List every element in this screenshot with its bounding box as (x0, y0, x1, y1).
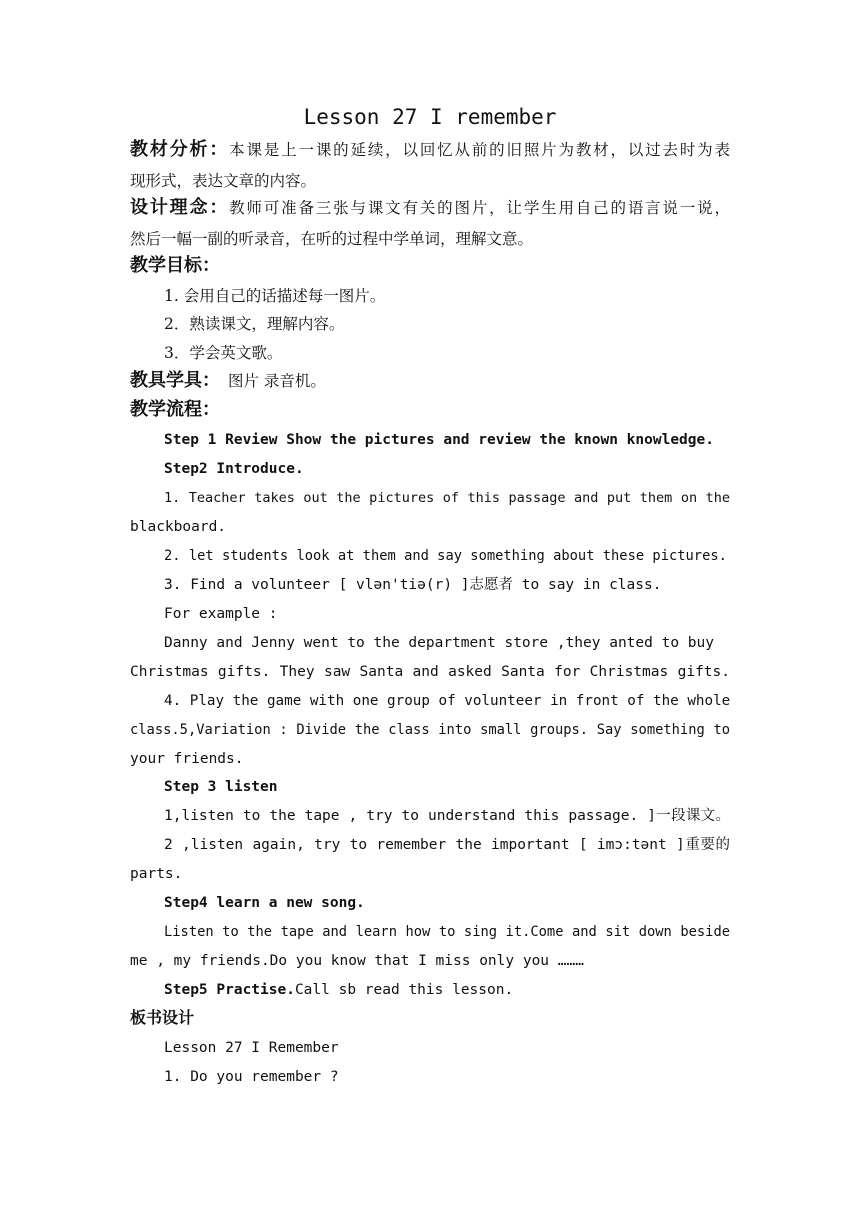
goals-heading: 教学目标： (130, 255, 220, 276)
step2-item-1a: 1. Teacher takes out the pictures of this passage and put them on the (164, 490, 730, 506)
example-line-a: Danny and Jenny went to the department store ,they anted to buy (164, 635, 714, 651)
step4-line-b: me , my friends.Do you know that I miss only you ……… (130, 953, 584, 969)
tools-line (130, 370, 730, 392)
process-heading: 教学流程： (130, 399, 220, 420)
analysis-line-2: 现形式，表达文章的内容。 (130, 172, 317, 190)
step2-item-4c: your friends. (130, 751, 244, 767)
step2-item-3: 3. Find a volunteer [ vlən'tiə(r) ]志愿者 to say in class. (164, 577, 662, 593)
step2-item-1b: blackboard. (130, 519, 227, 535)
step2-item-4b: class.5,Variation : Divide the class into small groups. Say something to (130, 722, 730, 738)
concept-line-1 (130, 197, 730, 219)
tools-value: 图片 录音机。 (228, 372, 326, 390)
board-line-1: Lesson 27 I Remember (164, 1040, 339, 1056)
board-line-2: 1. Do you remember ? (164, 1069, 339, 1085)
concept-label: 设计理念： (130, 197, 230, 218)
concept-line-2: 然后一幅一副的听录音，在听的过程中学单词，理解文意。 (130, 230, 534, 248)
step4-line-a: Listen to the tape and learn how to sing it.Come and sit down beside (164, 924, 730, 940)
step5-text: Call sb read this lesson. (294, 982, 514, 998)
example-line-b: Christmas gifts. They saw Santa and asked Santa for Christmas gifts. (130, 664, 730, 680)
goal-item-3: 3．学会英文歌。 (164, 344, 283, 362)
step2-item-4a: 4. Play the game with one group of volunteer in front of the whole (164, 693, 731, 709)
step2-heading: Step2 Introduce. (164, 461, 304, 477)
step3-heading: Step 3 listen (164, 779, 278, 795)
analysis-line-1 (130, 139, 730, 161)
example-label: For example : (164, 606, 278, 622)
lesson-title: Lesson 27 I remember (303, 105, 557, 129)
step5-label: Step5 Practise. (164, 982, 295, 998)
step3-item-2a: 2 ,listen again, try to remember the important [ imɔ:tənt ]重要的 (164, 837, 730, 853)
step4-heading: Step4 learn a new song. (164, 895, 365, 911)
step5-line (164, 979, 730, 1001)
analysis-label: 教材分析： (130, 139, 230, 160)
goal-item-2: 2．熟读课文，理解内容。 (164, 315, 345, 333)
analysis-text-1: 本课是上一课的延续，以回忆从前的旧照片为教材，以过去时为表 (229, 141, 730, 159)
goal-item-1: 1. 会用自己的话描述每一图片。 (164, 287, 386, 305)
step2-item-2: 2. let students look at them and say something about these pictures. (164, 548, 727, 564)
concept-text-1: 教师可准备三张与课文有关的图片，让学生用自己的语言说一说， (229, 199, 730, 217)
step1-line: Step 1 Review Show the pictures and review the known knowledge. (164, 432, 714, 448)
tools-label: 教具学具： (130, 370, 220, 391)
step3-item-2b: parts. (130, 866, 183, 882)
board-heading: 板书设计 (130, 1008, 195, 1027)
step3-item-1: 1,listen to the tape , try to understand this passage. ]一段课文。 (164, 808, 730, 824)
